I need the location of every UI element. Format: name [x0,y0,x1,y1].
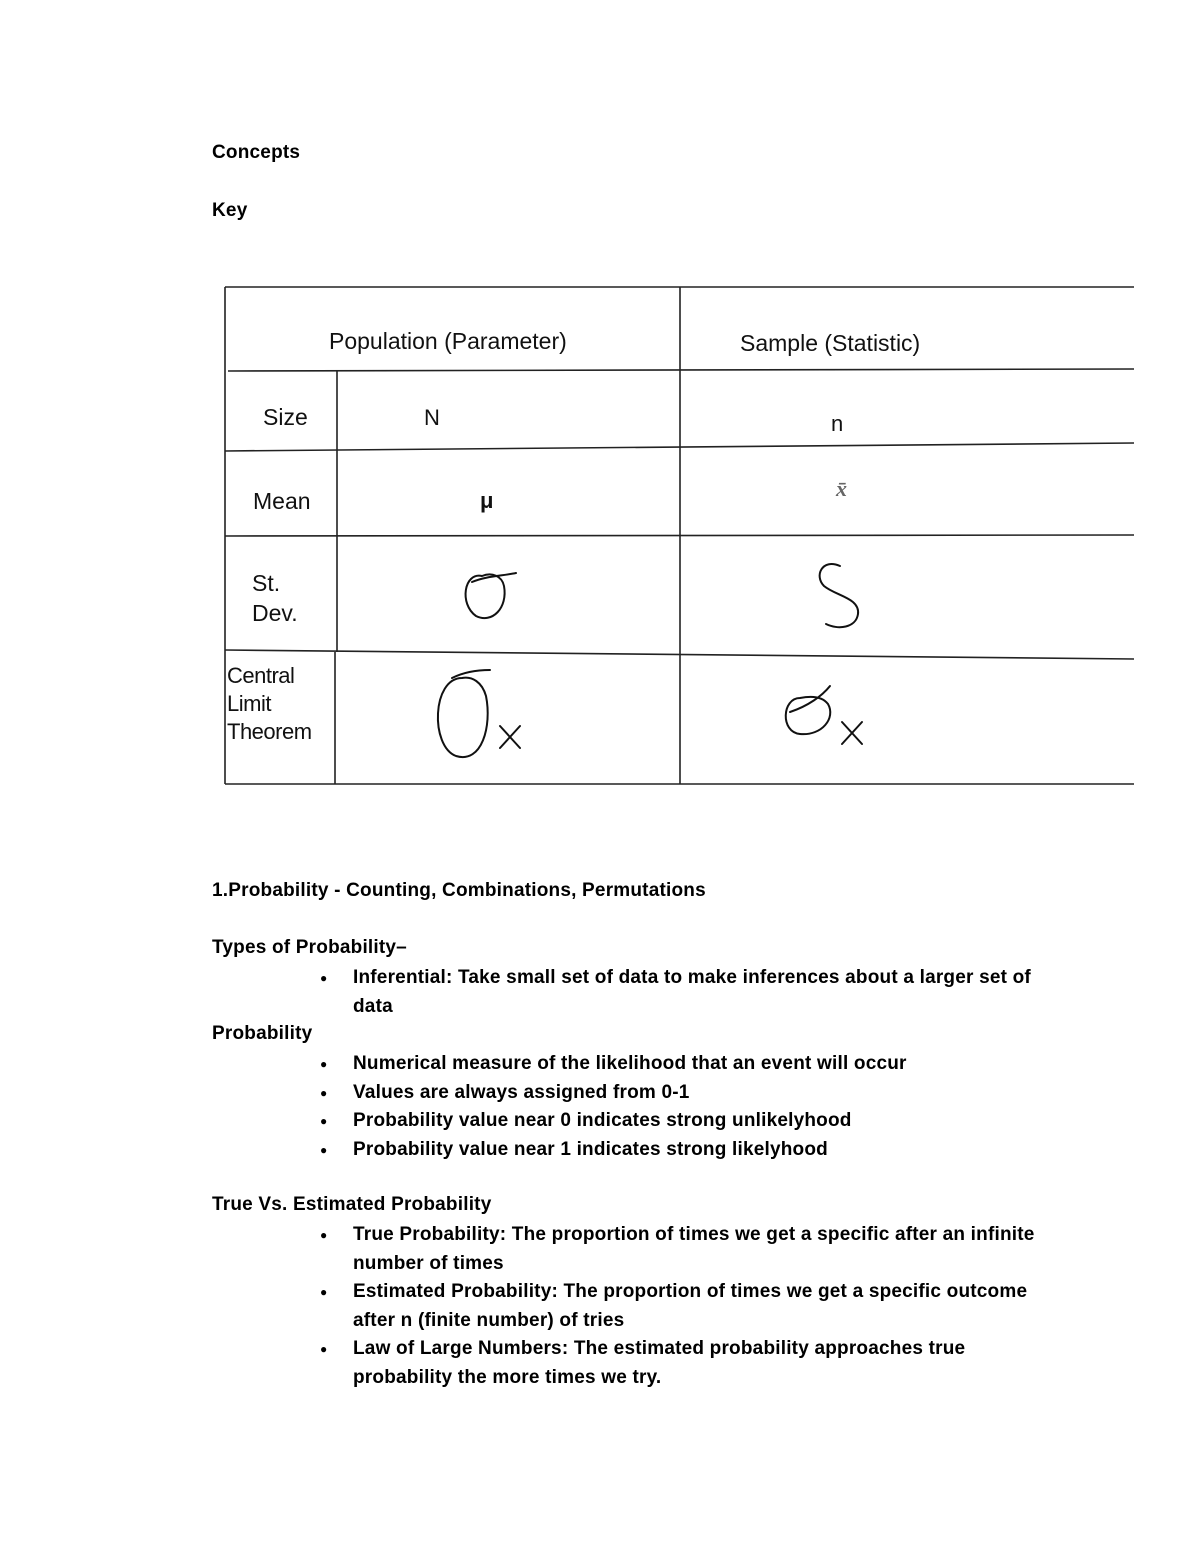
list-item: ● Values are always assigned from 0-1 [320,1079,1060,1108]
col-header-population: Population (Parameter) [329,328,567,354]
list-item: ● Numerical measure of the likelihood that an event will occur [320,1050,1060,1079]
row-label-clt [227,662,312,746]
list-item: ● Probability value near 0 indicates strong unlikelyhood [320,1107,1060,1136]
sigma-x-sample-handwritten-icon [786,686,862,744]
sample-size-value: n [831,411,844,436]
list-item: ● Probability value near 1 indicates strong likelyhood [320,1136,1060,1165]
s-handwritten-icon [820,564,858,627]
types-heading: Types of Probability– [212,937,407,958]
true-vs-estimated-heading: True Vs. Estimated Probability [212,1194,492,1215]
row-label-stdev [252,568,298,628]
key-label: Key [212,200,248,221]
page-title: Concepts [212,142,301,163]
col-header-sample: Sample (Statistic) [740,330,921,356]
population-mean-value: μ [480,488,494,513]
probability-heading: Probability [212,1023,313,1044]
row-label-clt-line1: Central [227,663,295,688]
list-item: ● Inferential: Take small set of data to make inferences about a larger set of data [320,964,1060,1021]
row-label-size: Size [263,404,308,430]
sample-mean-value: x̄ [836,476,847,501]
row-label-stdev-line2: Dev. [252,600,298,626]
true-vs-estimated-list [320,1221,1060,1393]
sigma-x-handwritten-icon [438,670,520,757]
sigma-handwritten-icon [466,573,516,618]
row-label-clt-line2: Limit [227,691,271,716]
key-table [224,286,1134,786]
row-label-stdev-line1: St. [252,570,281,596]
row-label-mean: Mean [253,488,311,514]
probability-list [320,1050,1060,1164]
key-table-grid [224,286,1134,786]
types-list [320,964,1060,1021]
list-item: ● Estimated Probability: The proportion of times we get a specific outcome after n (finite number) of tries [320,1278,1060,1335]
population-size-value: N [424,405,440,430]
list-item: ● Law of Large Numbers: The estimated probability approaches true probability the more times we try. [320,1335,1060,1392]
list-item: ● True Probability: The proportion of times we get a specific after an infinite number of times [320,1221,1060,1278]
section-heading: 1.Probability - Counting, Combinations, Permutations [212,880,706,901]
row-label-clt-line3: Theorem [227,719,312,744]
